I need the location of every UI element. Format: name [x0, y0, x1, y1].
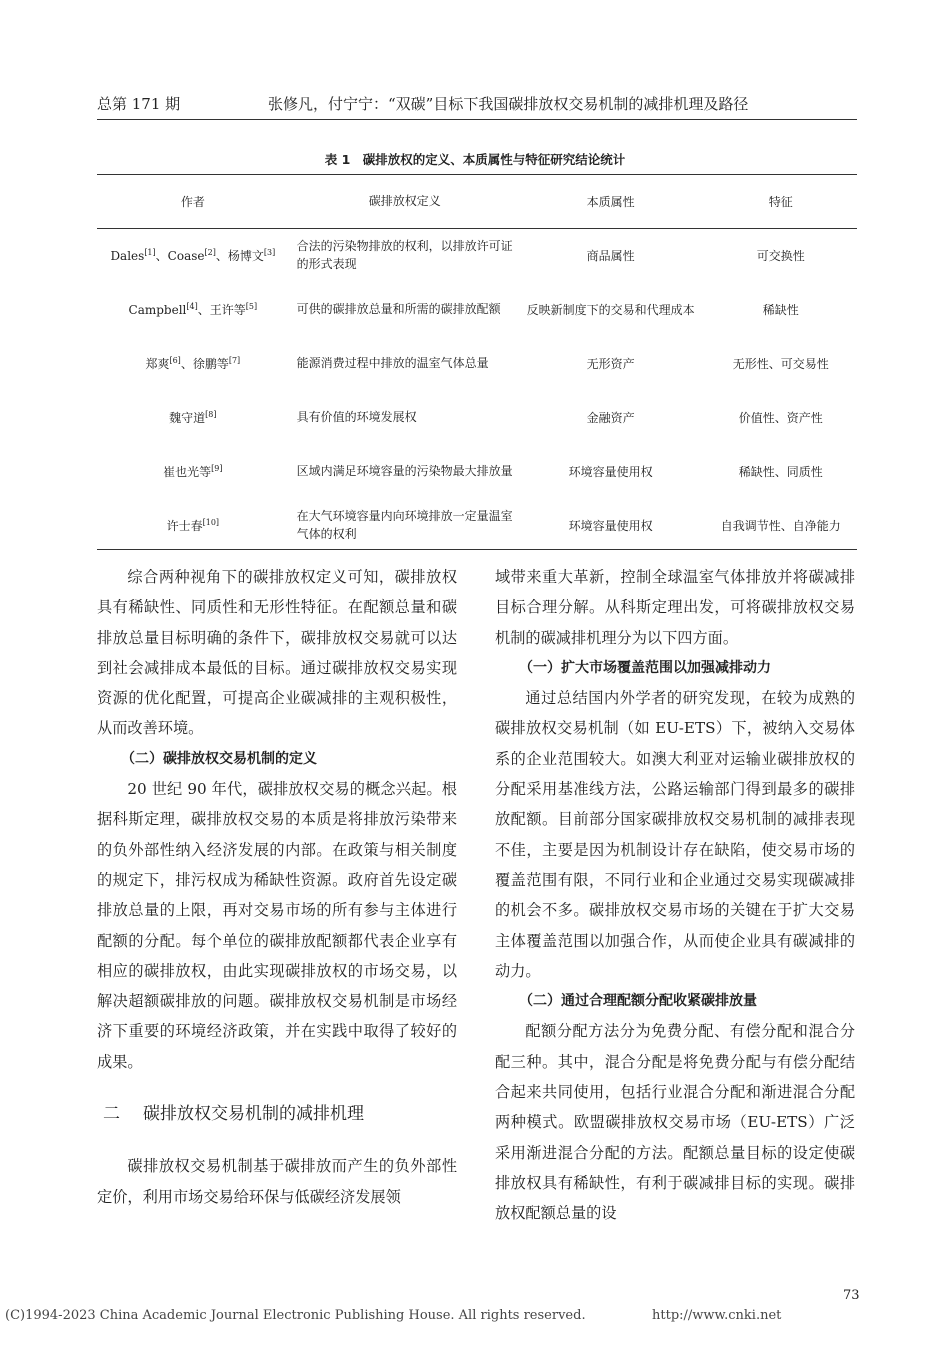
- running-title: 张修凡，付宁宁：“双碳”目标下我国碳排放权交易机制的减排机理及路径: [268, 95, 749, 113]
- author-name: 魏守道: [169, 410, 206, 425]
- author-name: 许士春: [166, 518, 203, 533]
- author-separator: 、: [155, 248, 168, 263]
- citation-ref: [6]: [169, 355, 181, 365]
- author-name: Coase: [167, 248, 205, 263]
- cell-definition: 合法的污染物排放的权利，以排放许可证的形式表现: [296, 239, 513, 272]
- author-name: 王许等: [209, 302, 246, 317]
- header-definition: 碳排放权定义: [289, 175, 517, 228]
- left-column: [97, 562, 457, 1212]
- cell-feature: 可交换性: [756, 248, 805, 263]
- table-title: 碳排放权的定义、本质属性与特征研究结论统计: [362, 152, 626, 167]
- citation-ref: [5]: [245, 301, 258, 311]
- cell-definition: 在大气环境容量内向环境排放一定量温室气体的权利: [296, 509, 513, 541]
- paragraph: 通过总结国内外学者的研究发现，在较为成熟的碳排放权交易机制（如 EU-ETS）下，被纳入交易体系的企业范围较大。如澳大利亚对运输业碳排放权的分配采用基准线方法，公路运输部门得到最多的碳排放配额。目前部分国家碳排放权交易机制的减排表现不佳，主要是因为机制设计存在缺陷，使交易市场的覆盖范围有限，不同行业和企业通过交易实现碳减排的机会不多。碳排放权交易市场的关键在于扩大交易主体覆盖范围以加强合作，从而使企业具有碳减排的动力。: [495, 689, 855, 980]
- paragraph: 20 世纪 90 年代，碳排放权交易的概念兴起。根据科斯定理，碳排放权交易的本质是将排放污染带来的负外部性纳入经济发展的内部。在政策与相关制度的规定下，排污权成为稀缺性资源。政府首先设定碳排放总量的上限，再对交易市场的所有参与主体进行配额的分配。每个单位的碳排放配额都代表企业享有相应的碳排放权，由此实现碳排放权的市场交易，以解决超额碳排放的问题。碳排放权交易机制是市场经济下重要的环境经济政策，并在实践中取得了较好的成果。: [97, 780, 457, 1071]
- citation-ref: [10]: [202, 517, 220, 527]
- cell-definition: 区域内满足环境容量的污染物最大排放量: [296, 464, 513, 478]
- header-author: 作者: [97, 175, 289, 228]
- table-row: [97, 282, 857, 336]
- data-table: [97, 175, 857, 552]
- table-bottom-rule: [97, 549, 857, 550]
- cell-authors: [97, 282, 289, 336]
- citation-ref: [1]: [144, 247, 156, 257]
- subsection-heading: （二）通过合理配额分配收紧碳排放量: [519, 993, 757, 1010]
- section-heading: [97, 1099, 457, 1129]
- section-number: 二: [103, 1104, 120, 1125]
- paragraph: 域带来重大革新，控制全球温室气体排放并将碳减排目标合理分解。从科斯定理出发，可将碳排放权交易机制的碳减排机理分为以下四方面。: [495, 568, 855, 647]
- paragraph: 综合两种视角下的碳排放权定义可知，碳排放权具有稀缺性、同质性和无形性特征。在配额总量和碳排放总量目标明确的条件下，碳排放权交易就可以达到社会减排成本最低的目标。通过碳排放权交易实现资源的优化配置，可提高企业碳减排的主观积极性，从而改善环境。: [97, 568, 457, 738]
- cell-feature: 稀缺性、同质性: [738, 464, 823, 479]
- cell-attribute: 无形资产: [586, 356, 635, 371]
- citation-ref: [8]: [205, 409, 217, 419]
- author-name: 崔也光等: [163, 464, 212, 479]
- author-separator: 、: [180, 356, 193, 371]
- cell-attribute: 环境容量使用权: [568, 464, 653, 479]
- page-number: 73: [843, 1288, 860, 1303]
- cell-feature: 价值性、资产性: [738, 410, 823, 425]
- subsection-heading: （一）扩大市场覆盖范围以加强减排动力: [519, 659, 771, 676]
- author-name: Campbell: [128, 302, 187, 317]
- table-row: [97, 444, 857, 498]
- cell-definition: 具有价值的环境发展权: [296, 410, 417, 424]
- section-title: 碳排放权交易机制的减排机理: [143, 1104, 364, 1125]
- cell-feature: 无形性、可交易性: [732, 356, 829, 371]
- table-header-row: [97, 175, 857, 228]
- paragraph: 碳排放权交易机制基于碳排放而产生的负外部性定价，利用市场交易给环保与低碳经济发展领: [97, 1157, 457, 1206]
- author-name: 徐鹏等: [192, 356, 229, 371]
- table-body: [97, 228, 857, 552]
- author-separator: 、: [197, 302, 210, 317]
- author-separator: 、: [215, 248, 228, 263]
- cell-authors: [97, 498, 289, 552]
- author-name: 杨博文: [227, 248, 264, 263]
- citation-ref: [4]: [186, 301, 198, 311]
- paragraph: 配额分配方法分为免费分配、有偿分配和混合分配三种。其中，混合分配是将免费分配与有偿分配结合起来共同使用，包括行业混合分配和渐进混合分配两种模式。欧盟碳排放权交易市场（EU-ETS）广泛采用渐进混合分配的方法。配额总量目标的设定使碳排放权具有稀缺性，有利于碳减排目标的实现。碳排放权配额总量的设: [495, 1022, 855, 1223]
- cell-authors: [97, 444, 289, 498]
- header-rule: [97, 119, 857, 120]
- cell-definition: 能源消费过程中排放的温室气体总量: [296, 356, 489, 370]
- citation-ref: [7]: [228, 355, 241, 365]
- author-name: Dales: [110, 248, 145, 263]
- cell-attribute: 反映新制度下的交易和代理成本: [526, 302, 695, 317]
- citation-ref: [2]: [204, 247, 216, 257]
- table-row: [97, 498, 857, 552]
- right-column: [495, 562, 855, 1229]
- cell-definition: 可供的碳排放总量和所需的碳排放配额: [296, 302, 501, 316]
- cell-attribute: 金融资产: [586, 410, 635, 425]
- cell-feature: 稀缺性: [762, 302, 799, 317]
- cell-authors: [97, 228, 289, 282]
- table-row: [97, 390, 857, 444]
- cell-attribute: 商品属性: [586, 248, 635, 263]
- cell-authors: [97, 390, 289, 444]
- table-row: [97, 336, 857, 390]
- cell-authors: [97, 336, 289, 390]
- citation-ref: [9]: [211, 463, 223, 473]
- header-feature: 特征: [704, 175, 857, 228]
- journal-issue: 总第 171 期: [97, 95, 181, 113]
- subsection-heading: （二）碳排放权交易机制的定义: [121, 750, 317, 767]
- footer-url: http://www.cnki.net: [652, 1308, 782, 1323]
- table-row: [97, 228, 857, 282]
- cell-attribute: 环境容量使用权: [568, 518, 653, 533]
- copyright-notice: (C)1994-2023 China Academic Journal Electronic Publishing House. All rights reserved.: [5, 1308, 586, 1323]
- cell-feature: 自我调节性、自净能力: [720, 518, 841, 533]
- header-attribute: 本质属性: [517, 175, 705, 228]
- table-number: 表 1: [324, 152, 351, 167]
- table-caption: [0, 150, 950, 168]
- author-name: 郑爽: [145, 356, 170, 371]
- citation-ref: [3]: [263, 247, 276, 257]
